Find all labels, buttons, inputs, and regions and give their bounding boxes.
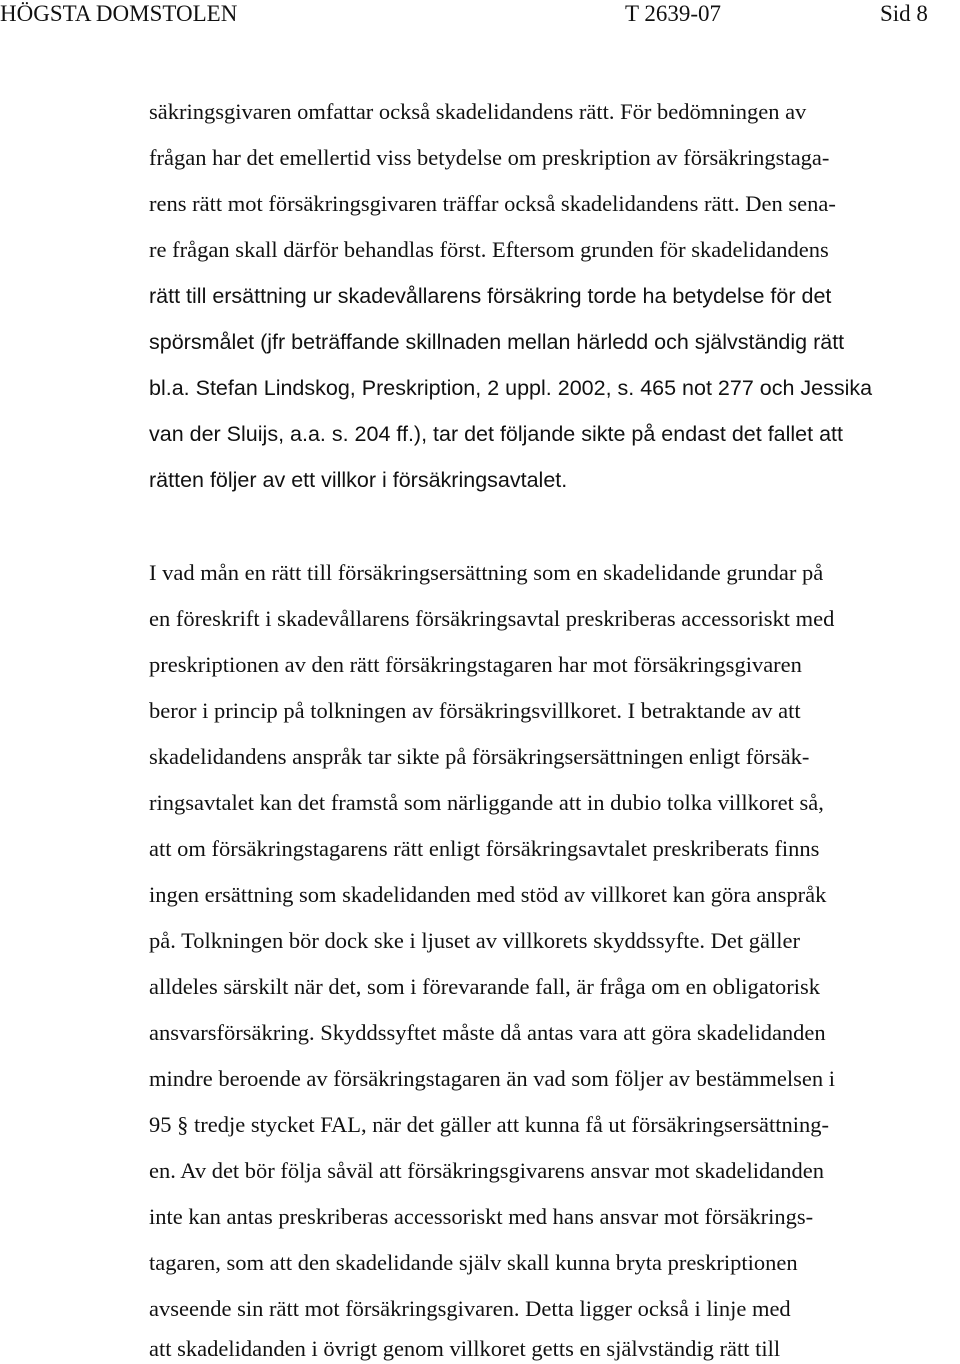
text-line: rätten följer av ett villkor i försäkringsavtalet. [149,468,568,492]
text-line: re frågan skall därför behandlas först. Eftersom grunden för skadelidandens [149,237,829,262]
text-line: spörsmålet (jfr beträffande skillnaden mellan härledd och självständig rätt [149,330,845,354]
text-line: säkringsgivaren omfattar också skadelidandens rätt. För bedömningen av [149,99,807,124]
text-line: rätt till ersättning ur skadevållarens försäkring torde ha betydelse för det [149,284,832,308]
text-line: 95 § tredje stycket FAL, när det gäller att kunna få ut försäkringsersättning- [149,1112,829,1137]
text-line: frågan har det emellertid viss betydelse om preskription av försäkringstaga- [149,145,830,170]
court-name: HÖGSTA DOMSTOLEN [0,1,238,26]
text-line: ingen ersättning som skadelidanden med stöd av villkoret kan göra anspråk [149,882,827,907]
text-line: beror i princip på tolkningen av försäkringsvillkoret. I betraktande av att [149,698,801,723]
text-line: tagaren, som att den skadelidande själv skall kunna bryta preskriptionen [149,1250,798,1275]
text-line: bl.a. Stefan Lindskog, Preskription, 2 uppl. 2002, s. 465 not 277 och Jessika [149,376,873,400]
case-number: T 2639-07 [625,1,722,26]
text-line: att om försäkringstagarens rätt enligt försäkringsavtalet preskriberats finns [149,836,820,861]
text-line: van der Sluijs, a.a. s. 204 ff.), tar det följande sikte på endast det fallet att [149,422,843,446]
page-number: Sid 8 [880,1,928,26]
text-line: på. Tolkningen bör dock ske i ljuset av villkorets skyddssyfte. Det gäller [149,928,801,953]
text-line: alldeles särskilt när det, som i förevarande fall, är fråga om en obligatorisk [149,974,821,999]
text-line: en. Av det bör följa såväl att försäkringsgivarens ansvar mot skadelidanden [149,1158,825,1183]
page-header [0,0,960,30]
text-line: avseende sin rätt mot försäkringsgivaren. Detta ligger också i linje med [149,1296,791,1321]
text-line: rens rätt mot försäkringsgivaren träffar också skadelidandens rätt. Den sena- [149,191,836,216]
text-line: I vad mån en rätt till försäkringsersättning som en skadelidande grundar på [149,560,824,585]
text-line: mindre beroende av försäkringstagaren än vad som följer av bestämmelsen i [149,1066,836,1091]
text-line: skadelidandens anspråk tar sikte på försäkringsersättningen enligt försäk- [149,744,810,769]
text-line: inte kan antas preskriberas accessoriskt med hans ansvar mot försäkrings- [149,1204,814,1229]
text-line: ansvarsförsäkring. Skyddssyftet måste då antas vara att göra skadelidanden [149,1020,826,1045]
text-line: preskriptionen av den rätt försäkringstagaren har mot försäkringsgivaren [149,652,802,677]
text-line: att skadelidanden i övrigt genom villkoret getts en självständig rätt till [149,1336,781,1361]
text-line: ringsavtalet kan det framstå som närliggande att in dubio tolka villkoret så, [149,790,824,815]
text-line: en föreskrift i skadevållarens försäkringsavtal preskriberas accessoriskt med [149,606,835,631]
